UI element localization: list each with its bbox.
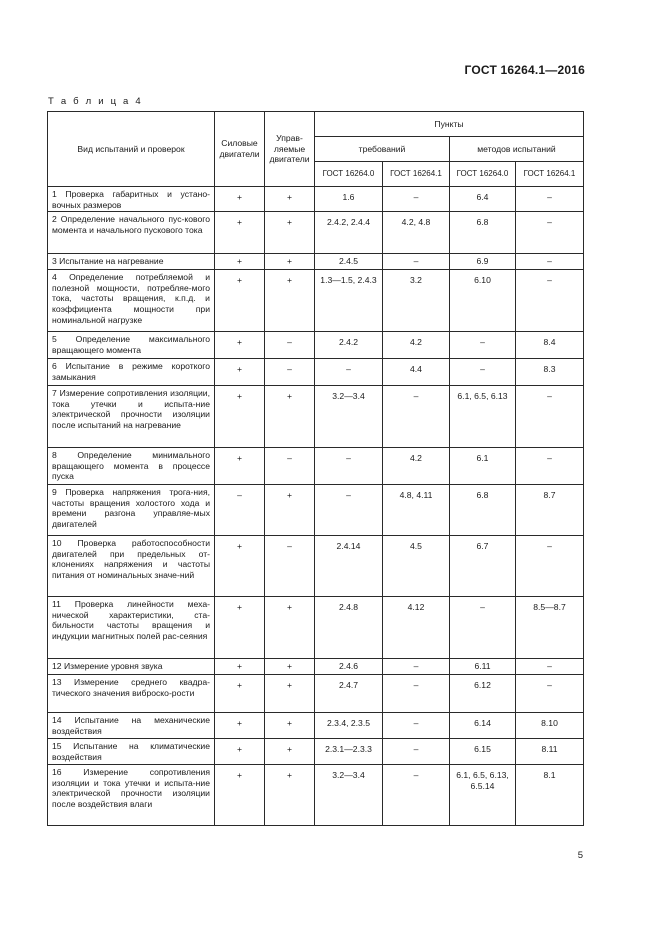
met-gost0-cell: 6.1 bbox=[450, 448, 516, 485]
test-name: 13 Измерение среднего квадра-тического значения виброско-рости bbox=[48, 675, 215, 713]
controlled-motors-cell: + bbox=[265, 597, 315, 659]
controlled-motors-cell: – bbox=[265, 359, 315, 386]
table-row bbox=[48, 675, 584, 713]
power-motors-cell: + bbox=[215, 659, 265, 675]
controlled-motors-cell: + bbox=[265, 254, 315, 270]
power-motors-cell: + bbox=[215, 359, 265, 386]
met-gost1-cell: – bbox=[516, 270, 584, 332]
controlled-motors-cell: + bbox=[265, 659, 315, 675]
power-motors-cell: – bbox=[215, 485, 265, 536]
col-header-test-type: Вид испытаний и проверок bbox=[48, 112, 215, 187]
table-row bbox=[48, 765, 584, 826]
met-gost1-cell: 8.5—8.7 bbox=[516, 597, 584, 659]
met-gost0-cell: 6.11 bbox=[450, 659, 516, 675]
power-motors-cell: + bbox=[215, 536, 265, 597]
table-row bbox=[48, 659, 584, 675]
met-gost1-cell: – bbox=[516, 254, 584, 270]
met-gost1-cell: 8.10 bbox=[516, 713, 584, 739]
met-gost0-cell: 6.1, 6.5, 6.13, 6.5.14 bbox=[450, 765, 516, 826]
power-motors-cell: + bbox=[215, 597, 265, 659]
col-header-met-gost1: ГОСТ 16264.1 bbox=[516, 162, 584, 187]
req-gost1-cell: 4.2 bbox=[383, 332, 450, 359]
table-row bbox=[48, 536, 584, 597]
test-name: 1 Проверка габаритных и устано-вочных размеров bbox=[48, 187, 215, 212]
req-gost0-cell: 2.4.2, 2.4.4 bbox=[315, 212, 383, 254]
table-row bbox=[48, 386, 584, 448]
req-gost0-cell: 1.6 bbox=[315, 187, 383, 212]
req-gost1-cell: 4.5 bbox=[383, 536, 450, 597]
table-row bbox=[48, 448, 584, 485]
req-gost1-cell: 4.2, 4.8 bbox=[383, 212, 450, 254]
met-gost1-cell: – bbox=[516, 675, 584, 713]
met-gost1-cell: – bbox=[516, 536, 584, 597]
power-motors-cell: + bbox=[215, 212, 265, 254]
test-name: 10 Проверка работоспособности двигателей при предельных от-клонениях напряжения и частоты питания от номинальных значе-ний bbox=[48, 536, 215, 597]
req-gost0-cell: 2.3.1—2.3.3 bbox=[315, 739, 383, 765]
controlled-motors-cell: + bbox=[265, 675, 315, 713]
test-name: 5 Определение максимального вращающего момента bbox=[48, 332, 215, 359]
met-gost0-cell: 6.8 bbox=[450, 485, 516, 536]
test-name: 16 Измерение сопротивления изоляции и тока утечки и испыта-ние электрической прочности изоляции после воздействия влаги bbox=[48, 765, 215, 826]
req-gost0-cell: – bbox=[315, 485, 383, 536]
req-gost1-cell: – bbox=[383, 659, 450, 675]
req-gost0-cell: 2.3.4, 2.3.5 bbox=[315, 713, 383, 739]
table-row bbox=[48, 332, 584, 359]
table-row bbox=[48, 270, 584, 332]
met-gost0-cell: 6.14 bbox=[450, 713, 516, 739]
col-header-test-methods: методов испытаний bbox=[450, 137, 584, 162]
power-motors-cell: + bbox=[215, 254, 265, 270]
met-gost0-cell: 6.1, 6.5, 6.13 bbox=[450, 386, 516, 448]
table-caption: Т а б л и ц а 4 bbox=[48, 96, 143, 107]
test-name: 9 Проверка напряжения трога-ния, частоты вращения холостого хода и времени разгона управляе-мых двигателей bbox=[48, 485, 215, 536]
col-header-req-gost0: ГОСТ 16264.0 bbox=[315, 162, 383, 187]
req-gost1-cell: – bbox=[383, 254, 450, 270]
table-row bbox=[48, 713, 584, 739]
power-motors-cell: + bbox=[215, 386, 265, 448]
met-gost0-cell: – bbox=[450, 359, 516, 386]
met-gost1-cell: – bbox=[516, 659, 584, 675]
met-gost0-cell: 6.7 bbox=[450, 536, 516, 597]
req-gost0-cell: 3.2—3.4 bbox=[315, 765, 383, 826]
power-motors-cell: + bbox=[215, 448, 265, 485]
met-gost1-cell: 8.4 bbox=[516, 332, 584, 359]
controlled-motors-cell: + bbox=[265, 270, 315, 332]
met-gost0-cell: 6.12 bbox=[450, 675, 516, 713]
controlled-motors-cell: + bbox=[265, 765, 315, 826]
met-gost0-cell: 6.4 bbox=[450, 187, 516, 212]
req-gost0-cell: 3.2—3.4 bbox=[315, 386, 383, 448]
req-gost0-cell: 2.4.7 bbox=[315, 675, 383, 713]
met-gost0-cell: 6.9 bbox=[450, 254, 516, 270]
controlled-motors-cell: – bbox=[265, 332, 315, 359]
req-gost0-cell: 2.4.8 bbox=[315, 597, 383, 659]
test-name: 11 Проверка линейности меха-нической характеристики, ста-бильности частоты вращения и индукции магнитных полей рас-сеяния bbox=[48, 597, 215, 659]
req-gost1-cell: 4.12 bbox=[383, 597, 450, 659]
req-gost0-cell: – bbox=[315, 448, 383, 485]
col-header-power-motors: Силовые двигатели bbox=[215, 112, 265, 187]
power-motors-cell: + bbox=[215, 675, 265, 713]
req-gost1-cell: – bbox=[383, 187, 450, 212]
req-gost0-cell: – bbox=[315, 359, 383, 386]
controlled-motors-cell: + bbox=[265, 713, 315, 739]
req-gost1-cell: 4.4 bbox=[383, 359, 450, 386]
met-gost1-cell: 8.11 bbox=[516, 739, 584, 765]
req-gost1-cell: – bbox=[383, 386, 450, 448]
controlled-motors-cell: – bbox=[265, 536, 315, 597]
col-header-req-gost1: ГОСТ 16264.1 bbox=[383, 162, 450, 187]
req-gost1-cell: – bbox=[383, 739, 450, 765]
power-motors-cell: + bbox=[215, 765, 265, 826]
req-gost0-cell: 2.4.14 bbox=[315, 536, 383, 597]
met-gost0-cell: – bbox=[450, 332, 516, 359]
req-gost1-cell: – bbox=[383, 713, 450, 739]
table-row bbox=[48, 485, 584, 536]
table-row bbox=[48, 187, 584, 212]
met-gost1-cell: – bbox=[516, 448, 584, 485]
req-gost1-cell: 4.8, 4.11 bbox=[383, 485, 450, 536]
col-header-clauses: Пункты bbox=[315, 112, 584, 137]
page-number: 5 bbox=[577, 850, 583, 861]
req-gost0-cell: 2.4.2 bbox=[315, 332, 383, 359]
controlled-motors-cell: + bbox=[265, 187, 315, 212]
req-gost1-cell: – bbox=[383, 675, 450, 713]
met-gost1-cell: – bbox=[516, 187, 584, 212]
controlled-motors-cell: + bbox=[265, 739, 315, 765]
met-gost1-cell: 8.7 bbox=[516, 485, 584, 536]
test-name: 2 Определение начального пус-кового момента и начального пускового тока bbox=[48, 212, 215, 254]
met-gost0-cell: 6.15 bbox=[450, 739, 516, 765]
table-row bbox=[48, 212, 584, 254]
power-motors-cell: + bbox=[215, 739, 265, 765]
test-name: 4 Определение потребляемой и полезной мощности, потребляе-мого тока, частоты вращения, к.п.д. и коэффициента мощности при номинальной нагрузке bbox=[48, 270, 215, 332]
table-row bbox=[48, 597, 584, 659]
table-row bbox=[48, 254, 584, 270]
req-gost0-cell: 1.3—1.5, 2.4.3 bbox=[315, 270, 383, 332]
controlled-motors-cell: – bbox=[265, 448, 315, 485]
met-gost0-cell: 6.10 bbox=[450, 270, 516, 332]
tests-table bbox=[47, 111, 584, 826]
met-gost0-cell: – bbox=[450, 597, 516, 659]
test-name: 14 Испытание на механические воздействия bbox=[48, 713, 215, 739]
met-gost1-cell: – bbox=[516, 386, 584, 448]
test-name: 12 Измерение уровня звука bbox=[48, 659, 215, 675]
met-gost1-cell: – bbox=[516, 212, 584, 254]
table-row bbox=[48, 359, 584, 386]
req-gost1-cell: – bbox=[383, 765, 450, 826]
power-motors-cell: + bbox=[215, 270, 265, 332]
met-gost0-cell: 6.8 bbox=[450, 212, 516, 254]
controlled-motors-cell: + bbox=[265, 485, 315, 536]
controlled-motors-cell: + bbox=[265, 212, 315, 254]
met-gost1-cell: 8.1 bbox=[516, 765, 584, 826]
test-name: 15 Испытание на климатические воздействия bbox=[48, 739, 215, 765]
table-row bbox=[48, 739, 584, 765]
req-gost0-cell: 2.4.5 bbox=[315, 254, 383, 270]
req-gost1-cell: 3.2 bbox=[383, 270, 450, 332]
req-gost0-cell: 2.4.6 bbox=[315, 659, 383, 675]
controlled-motors-cell: + bbox=[265, 386, 315, 448]
test-name: 7 Измерение сопротивления изоляции, тока утечки и испыта-ние электрической прочности изоляции после испытаний на нагревание bbox=[48, 386, 215, 448]
col-header-requirements: требований bbox=[315, 137, 450, 162]
col-header-controlled-motors: Управ-ляемые двигатели bbox=[265, 112, 315, 187]
req-gost1-cell: 4.2 bbox=[383, 448, 450, 485]
table-body bbox=[48, 187, 584, 826]
power-motors-cell: + bbox=[215, 187, 265, 212]
col-header-met-gost0: ГОСТ 16264.0 bbox=[450, 162, 516, 187]
met-gost1-cell: 8.3 bbox=[516, 359, 584, 386]
power-motors-cell: + bbox=[215, 713, 265, 739]
test-name: 8 Определение минимального вращающего момента в процессе пуска bbox=[48, 448, 215, 485]
test-name: 3 Испытание на нагревание bbox=[48, 254, 215, 270]
document-header: ГОСТ 16264.1—2016 bbox=[464, 63, 585, 77]
test-name: 6 Испытание в режиме короткого замыкания bbox=[48, 359, 215, 386]
power-motors-cell: + bbox=[215, 332, 265, 359]
